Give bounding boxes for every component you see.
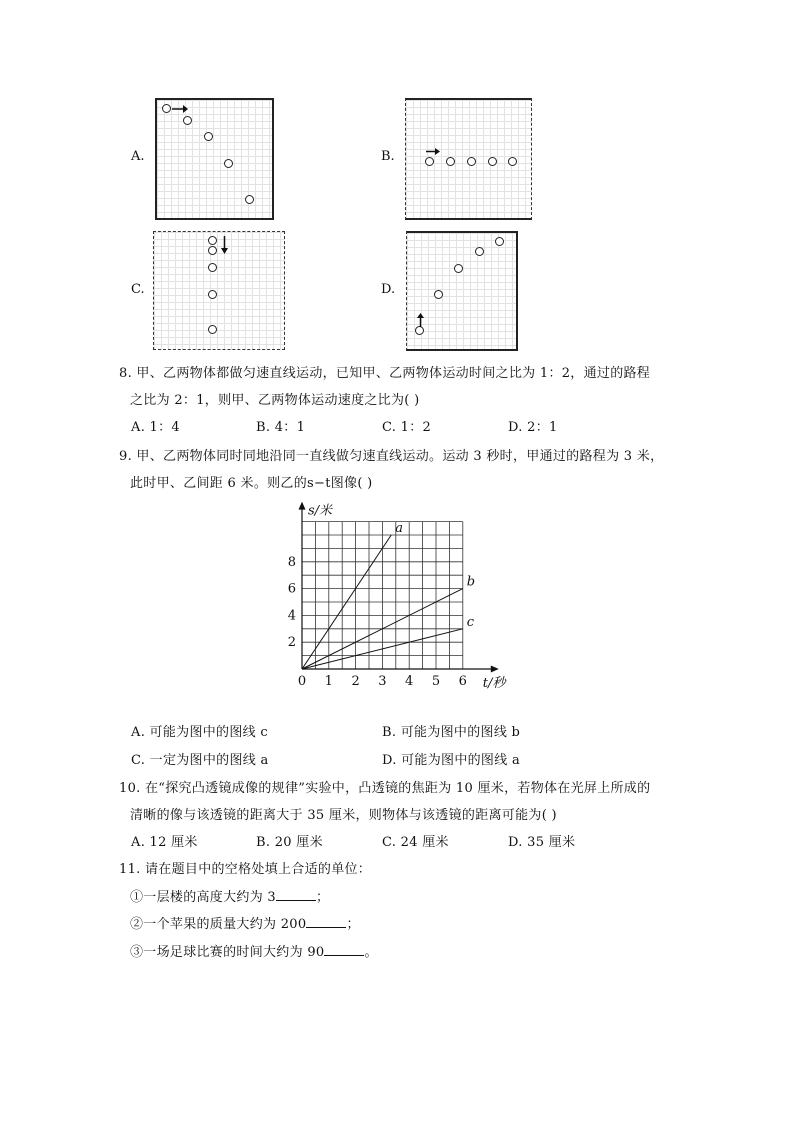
up-arrow-icon bbox=[416, 313, 425, 327]
ball bbox=[162, 104, 171, 113]
x-tick-label: 6 bbox=[458, 674, 467, 689]
option-a-diagram bbox=[155, 98, 274, 220]
q9-option-b[interactable]: B. 可能为图中的图线 b bbox=[382, 725, 521, 740]
q10-option-a[interactable]: A. 12 厘米 bbox=[131, 835, 198, 850]
q11-item-end: 。 bbox=[364, 945, 378, 960]
x-tick-label: 3 bbox=[378, 674, 387, 689]
q8-option-d[interactable]: D. 2：1 bbox=[508, 420, 558, 435]
x-tick-label: 5 bbox=[431, 674, 441, 689]
ball bbox=[425, 157, 434, 166]
ball bbox=[208, 325, 217, 334]
ball bbox=[488, 157, 497, 166]
ball bbox=[208, 246, 217, 255]
option-d-label: D. bbox=[381, 282, 396, 297]
x-tick-label: 2 bbox=[351, 674, 360, 689]
q10-option-d[interactable]: D. 35 厘米 bbox=[508, 835, 576, 850]
q10-stem-line2: 清晰的像与该透镜的距离大于 35 厘米，则物体与该透镜的距离可能为( ) bbox=[130, 808, 557, 823]
q11-stem: 11. 请在题目中的空格处填上合适的单位： bbox=[119, 862, 372, 877]
ball bbox=[415, 326, 424, 335]
option-b-diagram bbox=[405, 98, 532, 220]
ball bbox=[434, 290, 443, 299]
y-tick-label: 2 bbox=[287, 635, 296, 651]
q8-stem-line2: 之比为 2：1，则甲、乙两物体运动速度之比为( ) bbox=[130, 393, 420, 408]
x-tick-label: 1 bbox=[324, 674, 333, 689]
option-c-label: C. bbox=[131, 282, 145, 297]
q9-option-d[interactable]: D. 可能为图中的图线 a bbox=[382, 753, 521, 768]
right-arrow-icon bbox=[426, 147, 440, 156]
ball bbox=[245, 195, 254, 204]
q11-item-text: ②一个苹果的质量大约为 200 bbox=[130, 917, 307, 932]
y-axis-arrow-icon bbox=[299, 502, 306, 510]
answer-blank[interactable] bbox=[324, 943, 364, 956]
x-axis-arrow-icon bbox=[491, 666, 499, 673]
y-tick-label: 4 bbox=[287, 608, 296, 624]
ball bbox=[208, 290, 217, 299]
answer-blank[interactable] bbox=[276, 888, 316, 901]
ball bbox=[495, 237, 504, 246]
down-arrow-icon bbox=[220, 236, 229, 254]
ball bbox=[224, 159, 233, 168]
ball bbox=[204, 132, 213, 141]
q11-item-end: ； bbox=[346, 917, 360, 932]
option-b-label: B. bbox=[381, 149, 395, 164]
series-label-c: c bbox=[466, 614, 475, 630]
ball bbox=[454, 264, 463, 273]
option-c-diagram bbox=[153, 231, 285, 350]
q8-option-a[interactable]: A. 1：4 bbox=[131, 420, 180, 435]
y-tick-label: 6 bbox=[287, 581, 296, 597]
q11-item-3 bbox=[130, 941, 378, 960]
q10-option-c[interactable]: C. 24 厘米 bbox=[382, 835, 449, 850]
series-label-a: a bbox=[395, 521, 404, 536]
answer-blank[interactable] bbox=[306, 915, 346, 928]
x-axis-label: t/秒 bbox=[482, 676, 506, 691]
q11-item-end: ； bbox=[316, 890, 330, 905]
option-d-diagram bbox=[406, 231, 518, 351]
q9-option-c[interactable]: C. 一定为图中的图线 a bbox=[131, 753, 269, 768]
y-axis-label: s/米 bbox=[308, 503, 333, 519]
q8-option-c[interactable]: C. 1：2 bbox=[382, 420, 432, 435]
ball bbox=[446, 157, 455, 166]
s-t-chart bbox=[280, 498, 510, 698]
q11-item-text: ③一场足球比赛的时间大约为 90 bbox=[130, 945, 325, 960]
right-arrow-icon bbox=[172, 104, 188, 114]
series-label-b: b bbox=[466, 574, 476, 590]
ball bbox=[508, 157, 517, 166]
q8-stem-line1: 8. 甲、乙两物体都做匀速直线运动，已知甲、乙两物体运动时间之比为 1：2，通过的路程 bbox=[119, 366, 651, 381]
x-tick-label: 4 bbox=[405, 674, 414, 689]
q11-item-1 bbox=[130, 886, 329, 905]
q9-option-a[interactable]: A. 可能为图中的图线 c bbox=[131, 725, 268, 740]
q10-option-b[interactable]: B. 20 厘米 bbox=[256, 835, 323, 850]
q9-stem-line1: 9. 甲、乙两物体同时同地沿同一直线做匀速直线运动。运动 3 秒时，甲通过的路程为 3 米， bbox=[119, 449, 664, 464]
ball bbox=[208, 236, 217, 245]
ball bbox=[475, 247, 484, 256]
y-tick-label: 8 bbox=[287, 554, 296, 570]
x-tick-label: 0 bbox=[297, 674, 307, 689]
ball bbox=[467, 157, 476, 166]
q10-stem-line1: 10. 在“探究凸透镜成像的规律”实验中，凸透镜的焦距为 10 厘米，若物体在光屏上所成的 bbox=[119, 781, 651, 796]
ball bbox=[183, 116, 192, 125]
q8-option-b[interactable]: B. 4：1 bbox=[256, 420, 306, 435]
q11-item-text: ①一层楼的高度大约为 3 bbox=[130, 890, 277, 905]
q11-item-2 bbox=[130, 913, 360, 932]
ball bbox=[208, 263, 217, 272]
option-a-label: A. bbox=[131, 149, 145, 164]
q9-stem-line2: 此时甲、乙间距 6 米。则乙的s−t图像( ) bbox=[130, 476, 373, 491]
